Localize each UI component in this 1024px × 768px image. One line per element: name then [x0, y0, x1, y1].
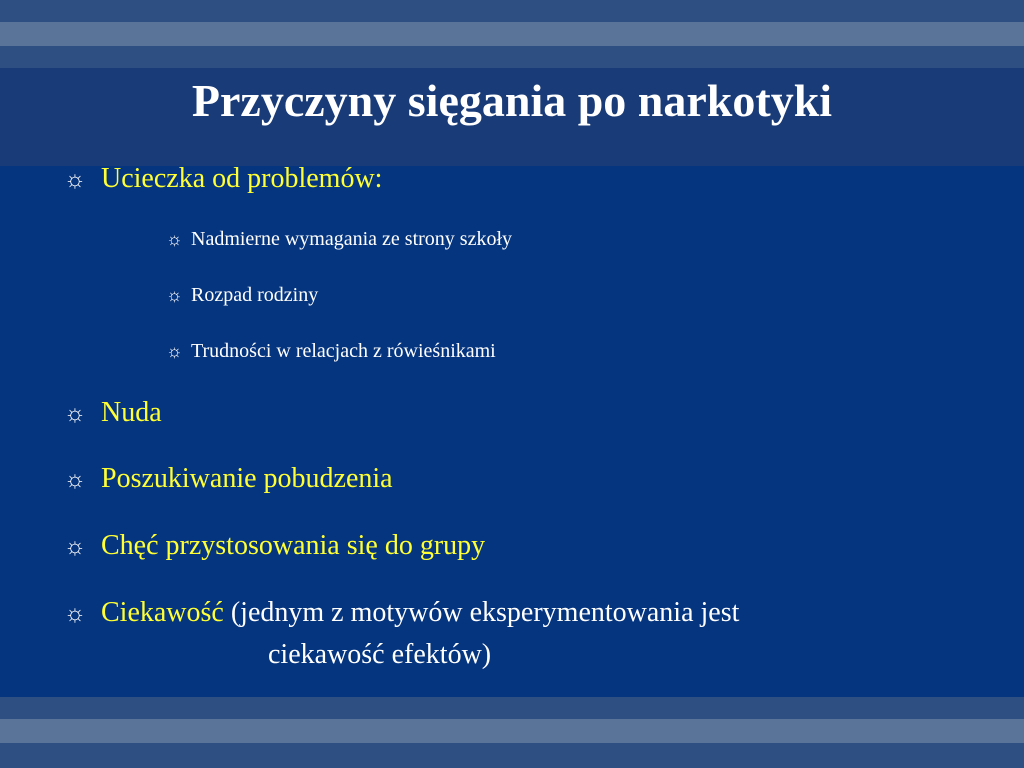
sub-item-family	[166, 282, 318, 308]
sun-bullet-icon: ☼	[64, 401, 86, 427]
bullet-text: Poszukiwanie pobudzenia	[101, 463, 393, 494]
bullet-item-curiosity	[64, 596, 739, 631]
sun-bullet-icon: ☼	[64, 534, 86, 560]
bullet-text: Ciekawość	[101, 597, 224, 628]
sub-item-peers	[166, 338, 496, 364]
bottom-stripe-dark	[0, 697, 1024, 719]
top-stripe-dark-2	[0, 46, 1024, 68]
bullet-item-boredom	[64, 396, 162, 431]
sun-bullet-icon: ☼	[64, 601, 86, 627]
sub-item-text: Trudności w relacjach z rówieśnikami	[191, 340, 496, 362]
sun-bullet-icon: ☼	[166, 229, 183, 249]
bullet-text: Nuda	[101, 397, 162, 428]
sub-item-text: Nadmierne wymagania ze strony szkoły	[191, 228, 513, 250]
bottom-stripe-light	[0, 719, 1024, 743]
sun-bullet-icon: ☼	[64, 167, 86, 193]
bullet-text: Ucieczka od problemów:	[101, 163, 383, 194]
sub-item-school	[166, 226, 512, 252]
top-stripe-dark	[0, 0, 1024, 22]
top-stripe-light	[0, 22, 1024, 46]
sun-bullet-icon: ☼	[64, 467, 86, 493]
bottom-stripe-dark-2	[0, 743, 1024, 768]
bullet-item-group	[64, 529, 485, 564]
sun-bullet-icon: ☼	[166, 285, 183, 305]
bullet-note-continuation: ciekawość efektów)	[268, 639, 492, 670]
slide-title: Przyczyny sięgania po narkotyki	[191, 75, 833, 126]
sun-bullet-icon: ☼	[166, 341, 183, 361]
bullet-text: Chęć przystosowania się do grupy	[101, 530, 486, 561]
bullet-note: (jednym z motywów eksperymentowania jest	[230, 597, 740, 628]
bullet-item-stimulation	[64, 462, 393, 497]
bullet-item-escape	[64, 162, 382, 197]
sub-item-text: Rozpad rodziny	[191, 284, 319, 306]
